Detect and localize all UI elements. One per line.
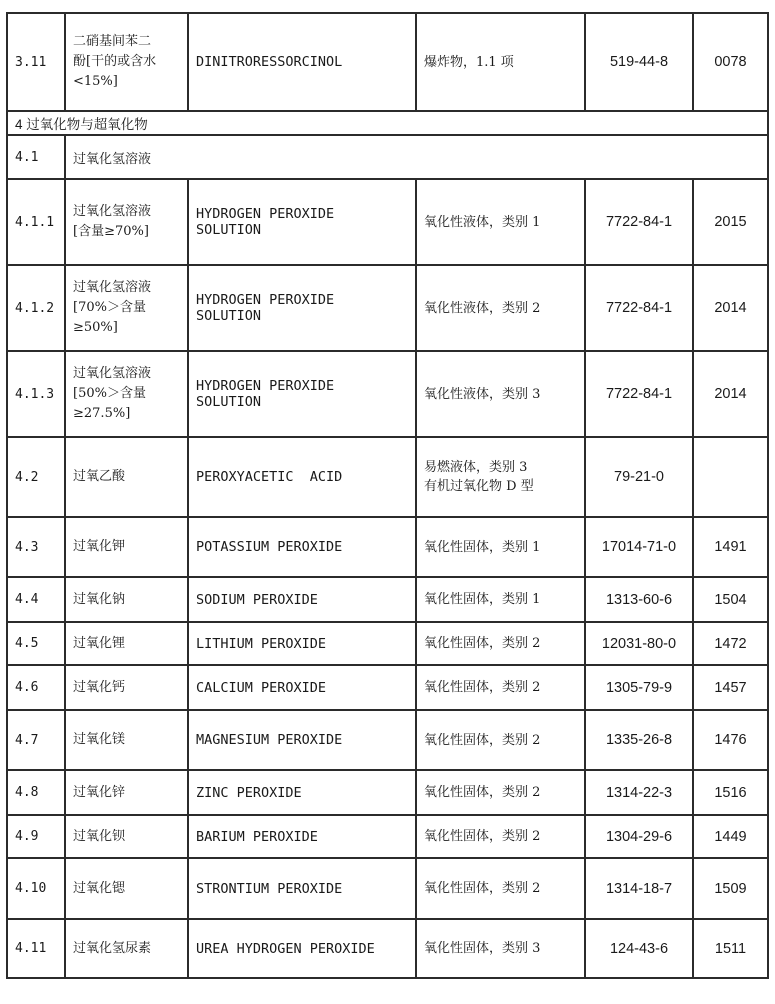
hazard-category: 氧化性固体，类别 1 [416,517,585,577]
chinese-name: 过氧化氢溶液 [70%＞含量 ≥50%] [65,265,188,351]
hazard-category: 氧化性液体，类别 1 [416,179,585,265]
hazard-category: 氧化性固体，类别 3 [416,919,585,978]
cas-number: 7722-84-1 [585,179,693,265]
english-name [188,351,416,437]
english-name: PEROXYACETIC ACID [188,437,416,517]
chinese-name: 过氧化钙 [65,665,188,710]
group-row [7,135,768,179]
chinese-name: 过氧化氢溶液 [含量≥70%] [65,179,188,265]
entry-number: 3.11 [7,13,65,111]
english-name: LITHIUM PEROXIDE [188,622,416,665]
english-name: MAGNESIUM PEROXIDE [188,710,416,770]
english-name [188,179,416,265]
un-number [693,437,768,517]
chinese-name: 过氧化钾 [65,517,188,577]
entry-number: 4.6 [7,665,65,710]
english-name-line: SOLUTION [196,222,262,238]
entry-number: 4.4 [7,577,65,622]
chinese-name: 过氧化钠 [65,577,188,622]
chinese-name: 过氧化氢溶液 [50%＞含量 ≥27.5%] [65,351,188,437]
cas-number: 7722-84-1 [585,351,693,437]
entry-number: 4.11 [7,919,65,978]
entry-number: 4.2 [7,437,65,517]
un-number: 1509 [693,858,768,919]
chinese-name: 二硝基间苯二 酚[干的或含水 <15%] [65,13,188,111]
entry-number: 4.7 [7,710,65,770]
cas-number: 7722-84-1 [585,265,693,351]
table-row [7,665,768,710]
english-name: POTASSIUM PEROXIDE [188,517,416,577]
un-number: 1504 [693,577,768,622]
un-number: 1516 [693,770,768,815]
chinese-name: 过氧化钡 [65,815,188,858]
table-row [7,13,768,111]
table-row [7,710,768,770]
un-number: 0078 [693,13,768,111]
un-number: 1472 [693,622,768,665]
hazard-category: 爆炸物，1.1 项 [416,13,585,111]
section-heading: 4 过氧化物与超氧化物 [7,111,768,135]
entry-number: 4.1.2 [7,265,65,351]
english-name: STRONTIUM PEROXIDE [188,858,416,919]
un-number: 2014 [693,265,768,351]
entry-number: 4.3 [7,517,65,577]
hazard-category: 氧化性液体，类别 3 [416,351,585,437]
hazard-category: 氧化性固体，类别 2 [416,770,585,815]
table-row [7,815,768,858]
hazard-category: 易燃液体，类别 3 有机过氧化物 D 型 [416,437,585,517]
cas-number: 79-21-0 [585,437,693,517]
hazard-category: 氧化性固体，类别 2 [416,815,585,858]
hazardous-chemicals-table [6,12,769,979]
hazard-category: 氧化性固体，类别 1 [416,577,585,622]
english-name: BARIUM PEROXIDE [188,815,416,858]
entry-number: 4.1.3 [7,351,65,437]
english-name: ZINC PEROXIDE [188,770,416,815]
english-name [188,265,416,351]
entry-number: 4.5 [7,622,65,665]
english-name: CALCIUM PEROXIDE [188,665,416,710]
english-name: UREA HYDROGEN PEROXIDE [188,919,416,978]
chinese-name: 过氧乙酸 [65,437,188,517]
english-name-line: SOLUTION [196,394,262,410]
chinese-name: 过氧化锶 [65,858,188,919]
un-number: 2015 [693,179,768,265]
english-name-line: SOLUTION [196,308,262,324]
un-number: 2014 [693,351,768,437]
table-row [7,858,768,919]
cas-number: 1313-60-6 [585,577,693,622]
table-row [7,770,768,815]
un-number: 1476 [693,710,768,770]
table-row [7,622,768,665]
hazard-category: 氧化性固体，类别 2 [416,665,585,710]
un-number: 1491 [693,517,768,577]
entry-number: 4.10 [7,858,65,919]
cas-number: 1305-79-9 [585,665,693,710]
chinese-name: 过氧化氢尿素 [65,919,188,978]
cas-number: 1314-22-3 [585,770,693,815]
hazard-category: 氧化性固体，类别 2 [416,858,585,919]
english-name: DINITRORESSORCINOL [188,13,416,111]
cas-number: 1335-26-8 [585,710,693,770]
table-row [7,437,768,517]
section-row [7,111,768,135]
english-name-line: HYDROGEN PEROXIDE [196,378,335,394]
table-row [7,351,768,437]
un-number: 1511 [693,919,768,978]
un-number: 1457 [693,665,768,710]
un-number: 1449 [693,815,768,858]
cas-number: 519-44-8 [585,13,693,111]
table-row [7,179,768,265]
table-row [7,265,768,351]
entry-number: 4.9 [7,815,65,858]
chinese-name: 过氧化镁 [65,710,188,770]
cas-number: 12031-80-0 [585,622,693,665]
table-row [7,517,768,577]
entry-number: 4.1.1 [7,179,65,265]
hazard-category: 氧化性固体，类别 2 [416,622,585,665]
hazard-category: 氧化性液体，类别 2 [416,265,585,351]
cas-number: 17014-71-0 [585,517,693,577]
table-row [7,919,768,978]
cas-number: 1314-18-7 [585,858,693,919]
cas-number: 1304-29-6 [585,815,693,858]
table-row [7,577,768,622]
chinese-name: 过氧化锂 [65,622,188,665]
entry-number: 4.8 [7,770,65,815]
group-name: 过氧化氢溶液 [65,135,768,179]
english-name-line: HYDROGEN PEROXIDE [196,206,335,222]
entry-number: 4.1 [7,135,65,179]
chinese-name: 过氧化锌 [65,770,188,815]
english-name: SODIUM PEROXIDE [188,577,416,622]
english-name-line: HYDROGEN PEROXIDE [196,292,335,308]
hazard-category: 氧化性固体，类别 2 [416,710,585,770]
cas-number: 124-43-6 [585,919,693,978]
